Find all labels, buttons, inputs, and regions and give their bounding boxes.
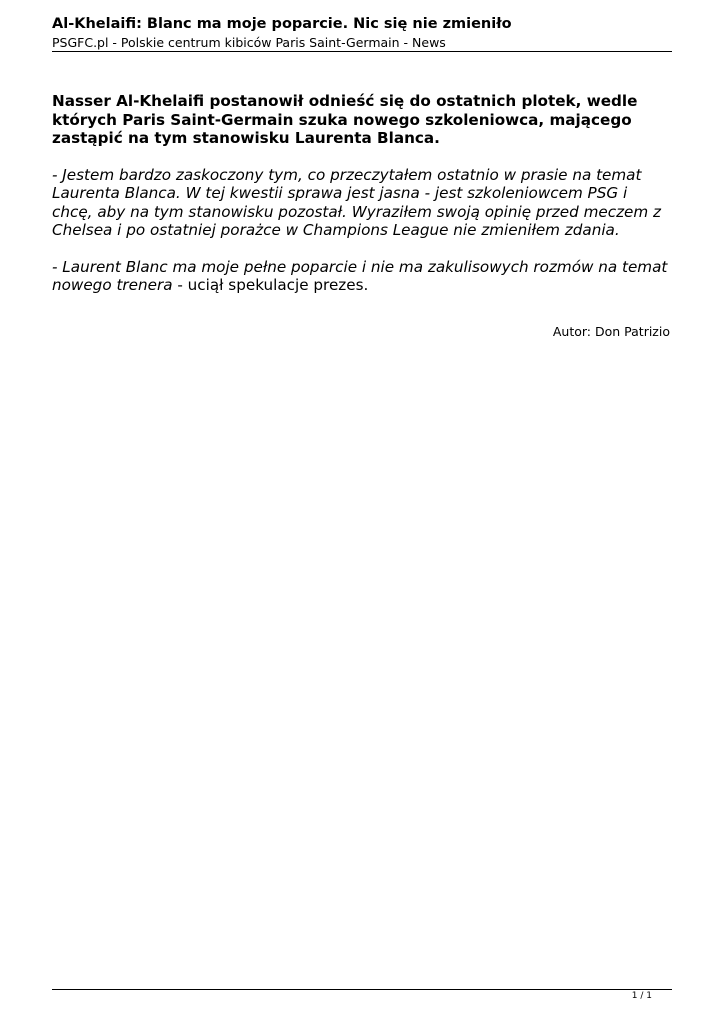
document-header [52,15,672,51]
document-subtitle: PSGFC.pl - Polskie centrum kibiców Paris Saint-Germain - News [52,35,446,50]
closing-quote: - Laurent Blanc ma moje pełne poparcie i nie ma zakulisowych rozmów na temat nowego trenera [52,257,668,294]
article-lead: Nasser Al-Khelaifi postanowił odnieść się do ostatnich plotek, wedle których Paris Saint-Germain szuka nowego szkoleniowca, mającego zastąpić na tym stanowisku Laurenta Blanca. [52,92,638,147]
article-paragraph-closing [52,258,672,295]
closing-remark: - uciął spekulacje prezes. [172,276,369,294]
article-paragraph-quote: - Jestem bardzo zaskoczony tym, co przeczytałem ostatnio w prasie na temat Laurenta Blanca. W tej kwestii sprawa jest jasna - jest szkoleniowcem PSG i chcę, aby na tym stanowisku pozostał. Wyraziłem swoją opinię przed meczem z Chelsea i po ostatniej porażce w Champions League nie zmieniłem zdania. [52,165,661,239]
article-body [52,92,672,313]
document-title: Al-Khelaifi: Blanc ma moje poparcie. Nic się nie zmieniło [52,16,512,32]
footer-divider [52,989,672,990]
header-divider [52,51,672,52]
article-author: Autor: Don Patrizio [552,324,670,339]
page-number: 1 / 1 [631,991,652,1001]
